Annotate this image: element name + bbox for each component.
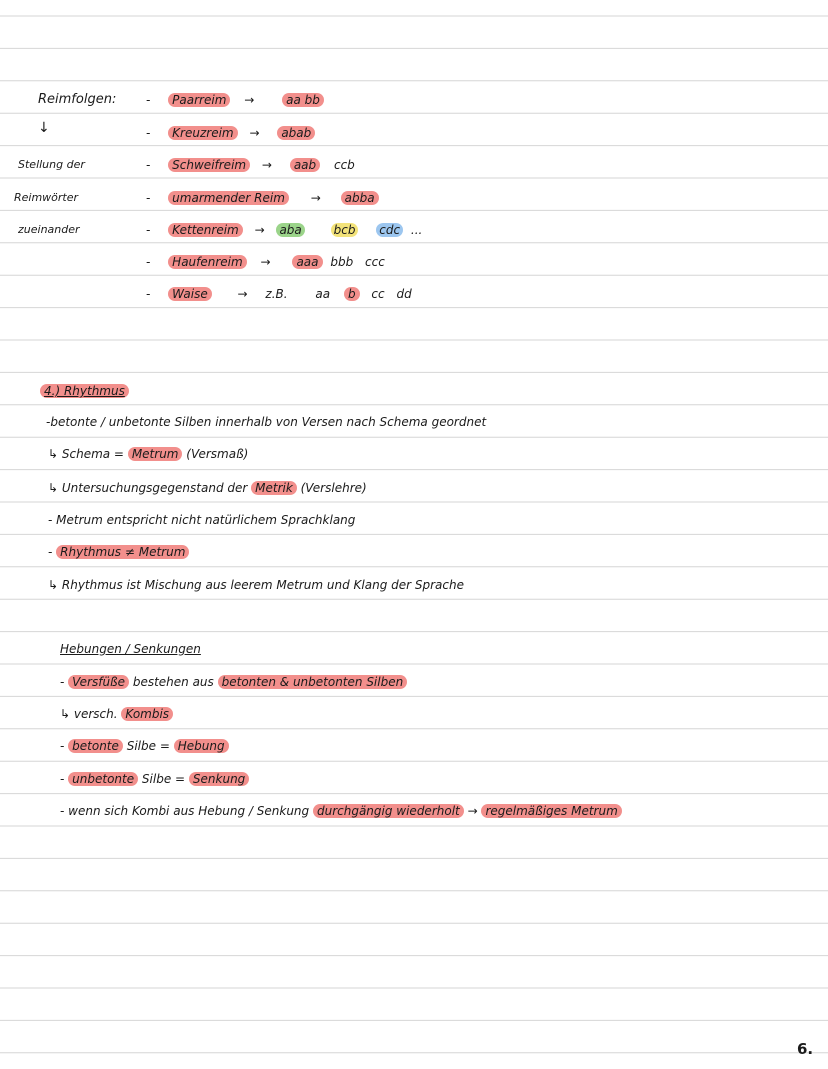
dash: - (60, 675, 69, 689)
rhyme-pattern: ccc (365, 255, 385, 269)
highlight-regelmaessiges-metrum: regelmäßiges Metrum (481, 804, 621, 818)
arrow-right-icon: → (260, 255, 271, 269)
arrow-right-icon: → (310, 191, 321, 205)
rhythm-line-3 (48, 480, 367, 496)
rhyme-name: Kettenreim (168, 223, 243, 237)
highlight-silben: betonten & unbetonten Silben (218, 675, 408, 689)
rhythm-line-4: - Metrum entspricht nicht natürlichem Sprachklang (48, 513, 356, 527)
rhyme-name: Paarreim (168, 93, 230, 107)
rhythm-line-5 (48, 544, 189, 560)
meter-line-2 (60, 706, 173, 722)
arrow-right-icon: → (237, 287, 248, 301)
rhyme-name: Schweifreim (168, 158, 250, 172)
dash: - (48, 545, 57, 559)
rhyme-name: umarmender Reim (168, 191, 289, 205)
dash: - (146, 287, 151, 301)
rhyme-schemes-label: Reimfolgen: (38, 92, 117, 107)
dash: - (146, 255, 151, 269)
meter-line-3 (60, 738, 229, 754)
highlight-metrum: Metrum (128, 447, 183, 461)
rhythm-line-2 (48, 446, 248, 462)
highlight-unbetonte: unbetonte (68, 772, 138, 786)
text: Silbe = (122, 739, 174, 753)
rhyme-pattern: dd (396, 287, 412, 301)
highlight-rhythmus-metrum: Rhythmus ≠ Metrum (56, 545, 189, 559)
arrow-right-icon: → (244, 93, 255, 107)
dash: - (146, 158, 151, 172)
rhyme-pattern: ccb (333, 158, 355, 172)
highlight-betonte: betonte (68, 739, 123, 753)
rhyme-pattern: aba (276, 223, 304, 237)
rhyme-name: Waise (168, 287, 212, 301)
text: ↳ versch. (60, 707, 122, 721)
text: ↳ Untersuchungsgegenstand der (48, 481, 252, 495)
dash: - (146, 93, 151, 107)
arrow-right-icon: → (261, 158, 272, 172)
meter-line-1 (60, 674, 407, 690)
dash: - (146, 191, 151, 205)
arrow-right-icon: → (254, 223, 265, 237)
text: Silbe = (138, 772, 189, 786)
section-heading-rhythmus (40, 383, 129, 399)
rhyme-pattern: aa (315, 287, 331, 301)
rhyme-name: Kreuzreim (168, 126, 237, 140)
rhyme-name: Haufenreim (168, 255, 247, 269)
rhyme-row-kreuzreim (146, 125, 315, 141)
rhyme-row-paarreim (146, 92, 324, 108)
rhyme-row-kettenreim (146, 222, 422, 238)
arrow-right-icon: → (249, 126, 260, 140)
side-note-line-3: zueinander (18, 223, 80, 236)
arrow-down-icon: ↓ (38, 120, 50, 136)
rhyme-pattern: cc (371, 287, 385, 301)
highlight-versfuesse: Versfüße (68, 675, 129, 689)
dash: - (60, 772, 69, 786)
text: ↳ Schema = (48, 447, 128, 461)
highlight-wiederholt: durchgängig wiederholt (313, 804, 464, 818)
meter-line-5 (60, 803, 622, 819)
rhyme-row-haufenreim (146, 254, 385, 270)
dash: - (146, 126, 151, 140)
rhyme-pattern: bbb (330, 255, 354, 269)
text: (Versmaß) (182, 447, 249, 461)
arrow-right-icon: → (463, 804, 482, 818)
dash: - (60, 739, 69, 753)
dash: - (146, 223, 151, 237)
side-note-line-2: Reimwörter (14, 191, 79, 204)
highlight-metrik: Metrik (251, 481, 297, 495)
rhyme-pattern: b (344, 287, 360, 301)
side-note-line-1: Stellung der (18, 158, 85, 171)
section-heading-hebungen: Hebungen / Senkungen (60, 642, 201, 656)
highlight-senkung: Senkung (189, 772, 249, 786)
rhyme-pattern: bcb (331, 223, 359, 237)
rhyme-row-waise (146, 286, 412, 302)
text: - wenn sich Kombi aus Hebung / Senkung (60, 804, 313, 818)
rhyme-pattern: abba (341, 191, 379, 205)
rhythm-line-1: -betonte / unbetonte Silben innerhalb von Versen nach Schema geordnet (46, 415, 487, 429)
page-number: 6. (797, 1040, 814, 1058)
rhyme-row-umarmender-reim (146, 190, 379, 206)
rhyme-pattern: aab (290, 158, 320, 172)
example-label: z.B. (265, 287, 288, 301)
rhyme-pattern: abab (277, 126, 315, 140)
highlight-hebung: Hebung (174, 739, 229, 753)
text: bestehen aus (129, 675, 218, 689)
highlight-kombis: Kombis (121, 707, 173, 721)
heading-text: 4.) Rhythmus (40, 384, 129, 398)
rhyme-pattern: aaa (292, 255, 322, 269)
rhyme-pattern: cdc (376, 223, 403, 237)
meter-line-4 (60, 771, 249, 787)
ellipsis: ... (410, 223, 423, 237)
text: (Verslehre) (296, 481, 367, 495)
rhyme-pattern: aa bb (282, 93, 324, 107)
rhythm-line-6: ↳ Rhythmus ist Mischung aus leerem Metrum und Klang der Sprache (48, 578, 464, 592)
rhyme-row-schweifreim (146, 157, 355, 173)
